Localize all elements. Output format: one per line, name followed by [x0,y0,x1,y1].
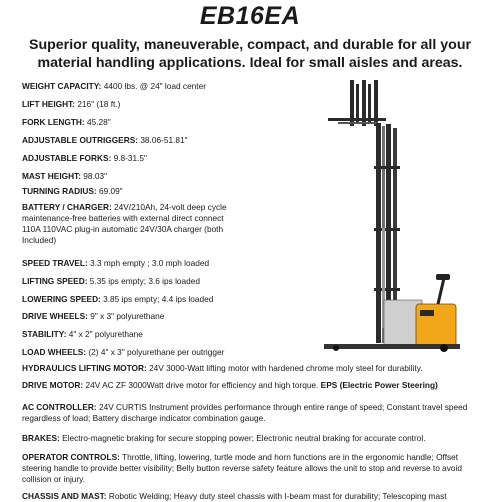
spec-lifting-speed: LIFTING SPEED: 5.35 ips empty; 3.6 ips loaded [22,276,201,286]
spec-drive-motor: DRIVE MOTOR: 24V AC ZF 3000Watt drive motor for efficiency and high torque. EPS (Electric Power Steering) [22,380,438,390]
spec-drive-wheels: DRIVE WHEELS: 9" x 3" polyurethane [22,311,165,321]
spec-adjustable-outriggers: ADJUSTABLE OUTRIGGERS: 38.06-51.81" [22,135,188,145]
spec-operator-controls: OPERATOR CONTROLS: Throttle, lifting, lowering, turtle mode and horn functions are in the ergonomic handle; Offset steering handle to provide better visibility; Belly button reverse safety feature allows the unit to stop and reverse to avoid collision or injury. [22,452,462,484]
subtitle: Superior quality, maneuverable, compact, and durable for all your material handling applications. Ideal for small aisles and areas. [28,37,472,71]
spec-lowering-speed: LOWERING SPEED: 3.85 ips empty; 4.4 ips loaded [22,294,214,304]
spec-chassis-and-mast: CHASSIS AND MAST: Robotic Welding; Heavy duty steel chassis with I-beam mast for durability; Telescoping mast [22,491,447,501]
spec-hydraulics-lifting-motor: HYDRAULICS LIFTING MOTOR: 24V 3000-Watt lifting motor with hardened chrome moly steel for durability. [22,363,423,373]
page-title: EB16EA [199,2,301,30]
spec-stability: STABILITY: 4" x 2" polyurethane [22,329,143,339]
stacker-truck-image [318,78,483,353]
spec-fork-length: FORK LENGTH: 45.28" [22,117,111,127]
spec-brakes: BRAKES: Electro-magnetic braking for secure stopping power; Electronic neutral braking for accurate control. [22,433,426,443]
spec-lift-height: LIFT HEIGHT: 216" (18 ft.) [22,99,121,109]
spec-weight-capacity: WEIGHT CAPACITY: 4400 lbs. @ 24" load center [22,81,206,91]
spec-battery-charger: BATTERY / CHARGER: 24V/210Ah, 24-volt deep cycle maintenance-free batteries with external direct connect 110A 110VAC plug-in automatic 24V/30A charger (both Included) [22,202,227,245]
spec-ac-controller: AC CONTROLLER: 24V CURTIS Instrument provides performance through entire range of speed; Constant travel speed regardless of load; Battery discharge indicator combination gauge. [22,402,468,423]
spec-adjustable-forks: ADJUSTABLE FORKS: 9.8-31.5" [22,153,147,163]
spec-load-wheels: LOAD WHEELS: (2) 4" x 3" polyurethane per outrigger [22,347,225,357]
spec-mast-height: MAST HEIGHT: 98.03" [22,171,108,181]
spec-speed-travel: SPEED TRAVEL: 3.3 mph empty ; 3.0 mph loaded [22,258,210,268]
spec-turning-radius: TURNING RADIUS: 69.09" [22,186,123,196]
